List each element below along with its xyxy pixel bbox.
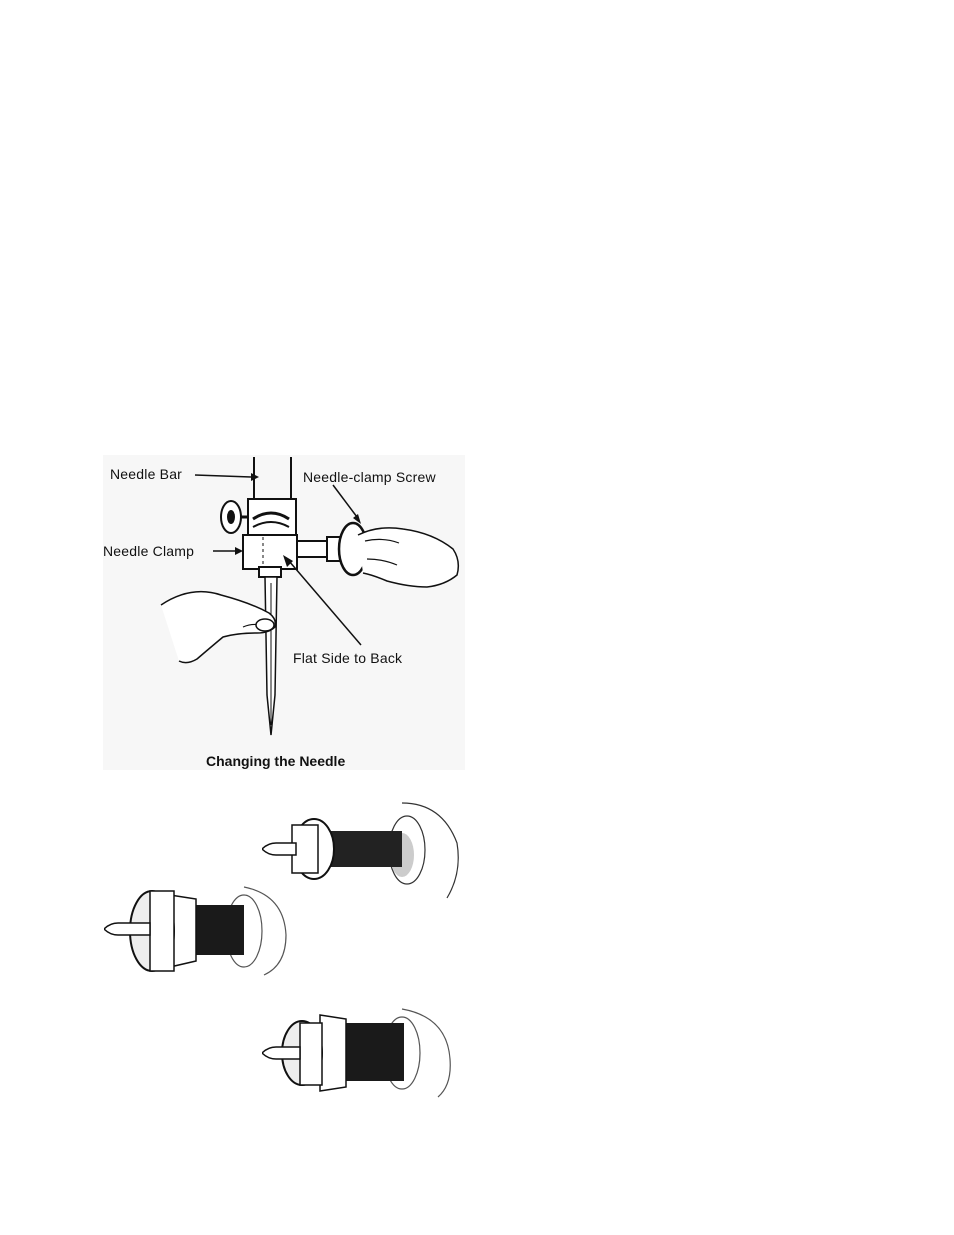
spool-illustration-2 [104, 883, 294, 978]
needle-diagram [103, 455, 465, 770]
figure-caption: Changing the Needle [206, 753, 346, 769]
needle-illustration [103, 455, 465, 770]
label-needle-bar: Needle Bar [110, 466, 183, 482]
label-needle-clamp: Needle Clamp [103, 543, 195, 559]
spool-illustration-3 [262, 1005, 457, 1100]
label-flat-side: Flat Side to Back [293, 650, 403, 666]
label-needle-clamp-screw: Needle-clamp Screw [303, 469, 436, 485]
